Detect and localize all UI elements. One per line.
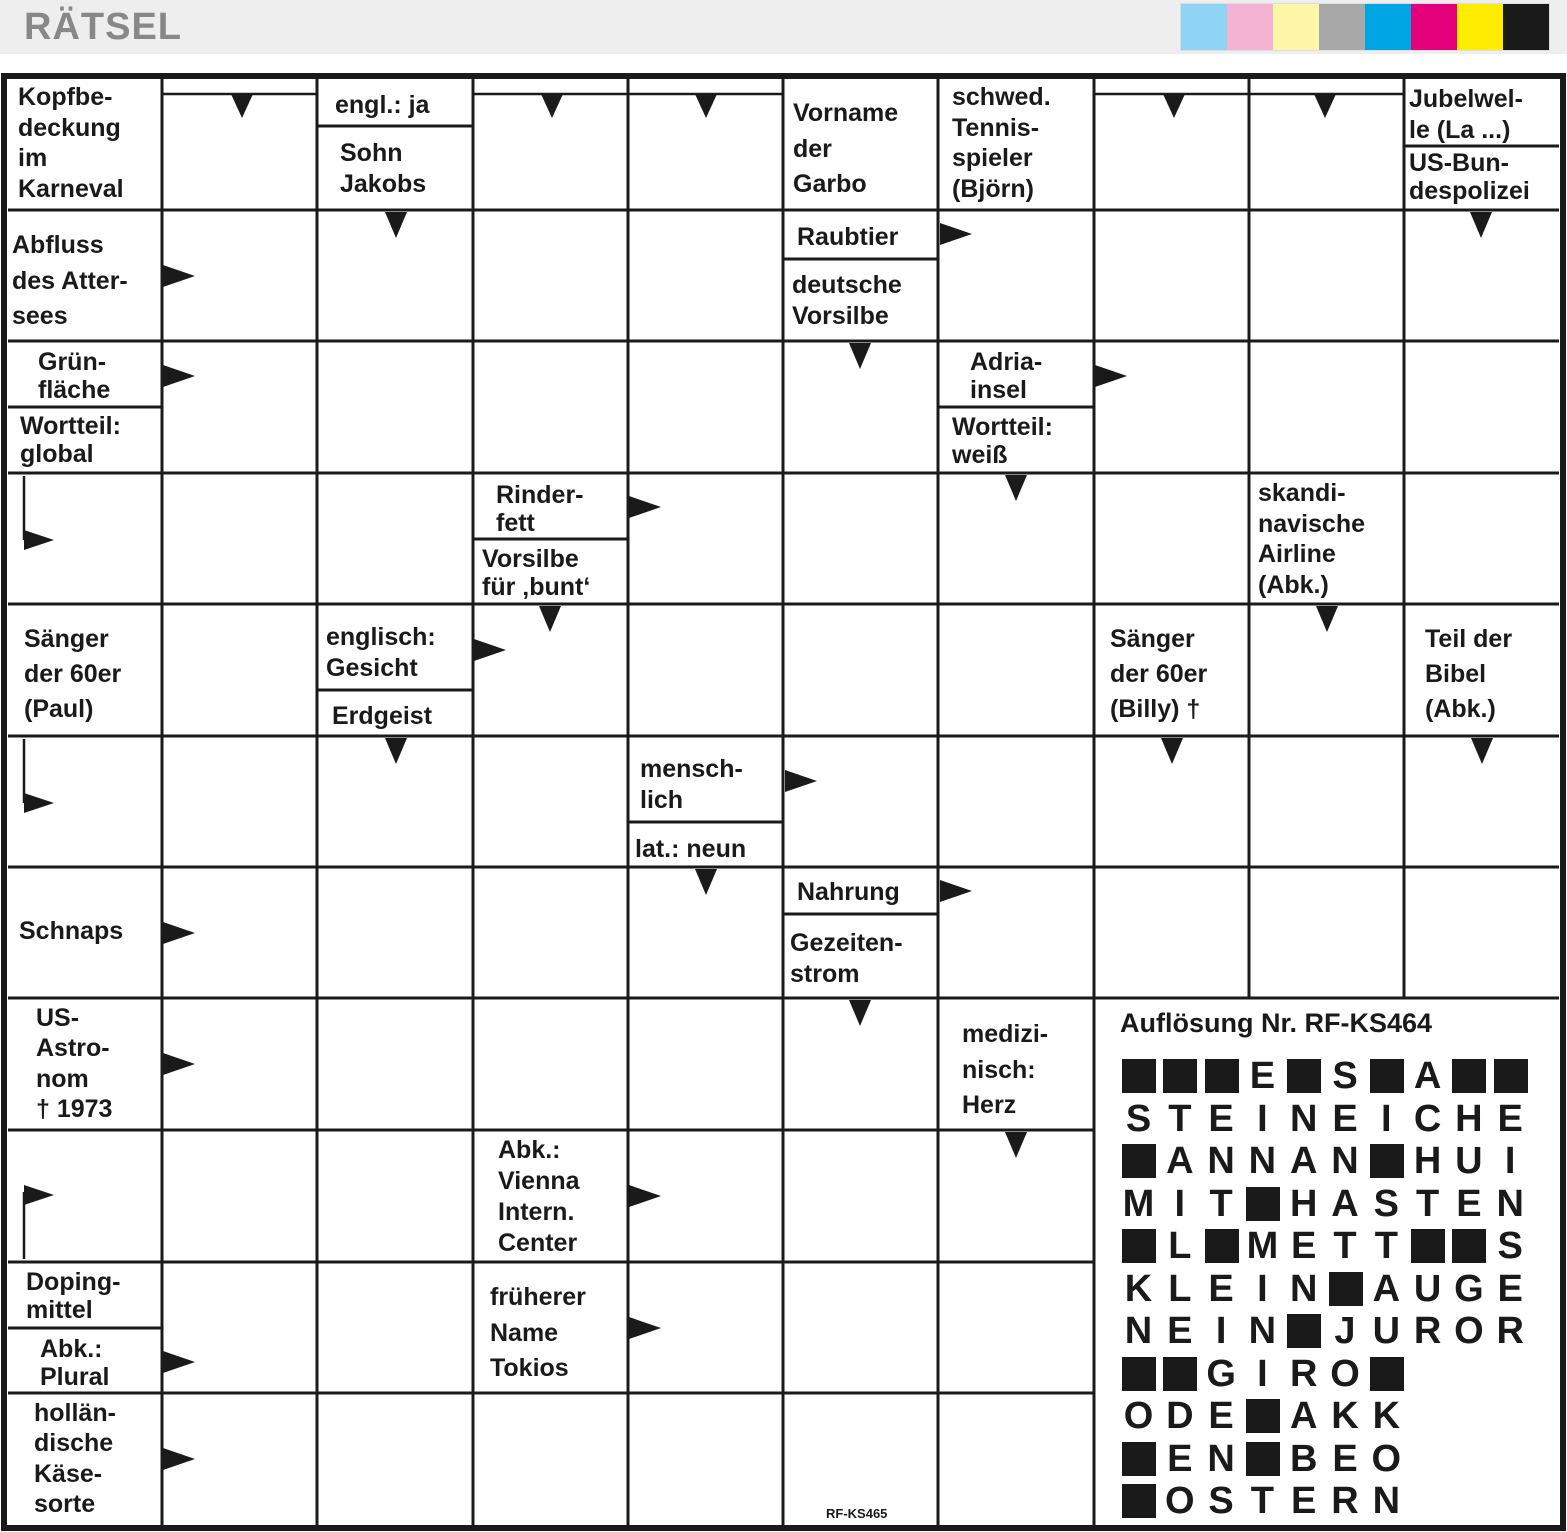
solution-letter: N — [1289, 1097, 1318, 1140]
clue-dopingmittel: Doping- mittel — [26, 1268, 121, 1324]
solution-letter: E — [1291, 1225, 1317, 1267]
clue-sohn-jakobs: Sohn Jakobs — [340, 139, 427, 198]
solution-black-square — [1287, 1059, 1321, 1093]
solution-black-square — [1452, 1229, 1486, 1263]
solution-black-square — [1370, 1357, 1404, 1391]
clue-schnaps: Schnaps — [19, 917, 124, 945]
solution-letter: O — [1165, 1480, 1195, 1522]
clue-deutsche-vorsilbe: deutsche Vorsilbe — [792, 271, 902, 330]
clue-wortteil-weiss: Wortteil: weiß — [952, 413, 1053, 469]
clue-abfluss-attersee: Abfluss des Atter- sees — [12, 231, 128, 330]
solution-letter: N — [1372, 1480, 1401, 1522]
solution-letter: B — [1289, 1437, 1318, 1480]
solution-letter: R — [1413, 1310, 1442, 1352]
solution-letter: E — [1291, 1480, 1317, 1522]
clue-us-bundespolizei: US-Bun- despolizei — [1409, 149, 1530, 205]
solution-letter: H — [1289, 1182, 1318, 1225]
solution-letter: G — [1454, 1267, 1484, 1310]
clue-menschlich: mensch- lich — [640, 755, 743, 814]
solution-letter: O — [1330, 1352, 1360, 1395]
solution-letter: I — [1257, 1267, 1268, 1310]
solution-black-square — [1370, 1059, 1404, 1093]
solution-letter: R — [1496, 1310, 1524, 1352]
solution-letter: H — [1413, 1140, 1442, 1182]
solution-letter: N — [1289, 1267, 1318, 1310]
clue-kopfbedeckung: Kopfbe- deckung im Karneval — [18, 83, 124, 203]
clue-rinderfett: Rinder- fett — [496, 481, 584, 537]
clue-lat-neun: lat.: neun — [635, 835, 747, 863]
solution-letter: L — [1168, 1267, 1192, 1310]
solution-letter: J — [1334, 1310, 1356, 1352]
solution-letter: D — [1166, 1395, 1194, 1437]
solution-black-square — [1246, 1399, 1280, 1433]
solution-title: Auflösung Nr. RF-KS464 — [1120, 1008, 1433, 1038]
clue-frueherer-name-tokios: früherer Name Tokios — [490, 1283, 586, 1382]
solution-letter: T — [1415, 1182, 1440, 1225]
solution-letter: E — [1167, 1437, 1193, 1480]
clue-gruenflaeche: Grün- fläche — [38, 348, 111, 404]
solution-letter: A — [1289, 1395, 1318, 1437]
solution-black-square — [1163, 1059, 1197, 1093]
clue-gezeitenstrom: Gezeiten- strom — [790, 929, 903, 988]
solution-black-square — [1205, 1059, 1239, 1093]
solution-letter: T — [1374, 1225, 1398, 1267]
solution-letter: I — [1257, 1352, 1268, 1395]
solution-letter: E — [1208, 1097, 1234, 1140]
solution-black-square — [1411, 1229, 1445, 1263]
solution-black-square — [1122, 1144, 1156, 1178]
solution-black-square — [1122, 1484, 1156, 1518]
solution-letter: O — [1123, 1395, 1154, 1437]
solution-letter: E — [1456, 1182, 1482, 1225]
puzzle-code: RF-KS465 — [826, 1506, 888, 1521]
solution-letter: E — [1497, 1097, 1523, 1140]
clue-saenger-billy: Sänger der 60er (Billy) † — [1110, 625, 1208, 723]
solution-letter: C — [1413, 1097, 1442, 1140]
solution-letter: O — [1371, 1437, 1402, 1480]
solution-letter: A — [1331, 1182, 1359, 1225]
page-title: RÄTSEL — [24, 6, 182, 48]
solution-letter: N — [1207, 1140, 1235, 1182]
clue-jubelwelle: Jubelwel- le (La ...) — [1409, 85, 1523, 144]
clue-nahrung: Nahrung — [797, 878, 900, 906]
solution-letter: N — [1248, 1310, 1277, 1352]
solution-letter: E — [1167, 1310, 1193, 1352]
solution-letter: S — [1497, 1225, 1523, 1267]
clue-wortteil-global: Wortteil: global — [20, 412, 121, 468]
solution-black-square — [1246, 1442, 1280, 1476]
solution-black-square — [1329, 1272, 1363, 1306]
solution-letter: S — [1332, 1055, 1358, 1097]
solution-letter: K — [1331, 1395, 1359, 1437]
solution-letter: T — [1209, 1182, 1233, 1225]
solution-letter: U — [1413, 1267, 1442, 1310]
solution-letter: E — [1208, 1395, 1234, 1437]
solution-letter: M — [1122, 1182, 1155, 1225]
solution-black-square — [1370, 1144, 1404, 1178]
solution-letter: E — [1332, 1437, 1358, 1480]
solution-letter: N — [1124, 1310, 1153, 1352]
solution-letter: E — [1332, 1097, 1358, 1140]
solution-letter: S — [1125, 1097, 1152, 1140]
solution-letter: A — [1289, 1140, 1318, 1182]
solution-letter: U — [1372, 1310, 1401, 1352]
solution-letter: I — [1174, 1182, 1186, 1225]
solution-letter: I — [1257, 1097, 1268, 1140]
solution-letter: M — [1246, 1225, 1279, 1267]
solution-letter: N — [1331, 1140, 1359, 1182]
clue-engl-ja: engl.: ja — [335, 91, 430, 119]
solution-black-square — [1494, 1059, 1528, 1093]
solution-letter: T — [1168, 1097, 1192, 1140]
clue-vienna-intern-center: Abk.: Vienna Intern. Center — [498, 1136, 580, 1257]
solution-black-square — [1122, 1059, 1156, 1093]
solution-letter: E — [1249, 1055, 1276, 1097]
clue-medizinisch-herz: medizi- nisch: Herz — [962, 1020, 1049, 1119]
clue-englisch-gesicht: englisch: Gesicht — [326, 623, 436, 682]
solution-letter: U — [1455, 1140, 1483, 1182]
solution-letter: T — [1333, 1225, 1357, 1267]
solution-letter: N — [1207, 1437, 1235, 1480]
solution-letter: O — [1454, 1310, 1484, 1352]
solution-letter: I — [1381, 1097, 1392, 1140]
solution-letter: R — [1331, 1480, 1359, 1522]
solution-letter: G — [1206, 1352, 1236, 1395]
clue-saenger-paul: Sänger der 60er (Paul) — [24, 625, 122, 723]
solution-letter: A — [1166, 1140, 1194, 1182]
clue-raubtier: Raubtier — [797, 223, 899, 251]
solution-black-square — [1122, 1357, 1156, 1391]
solution-black-square — [1163, 1357, 1197, 1391]
solution-black-square — [1122, 1442, 1156, 1476]
solution-black-square — [1246, 1187, 1280, 1221]
solution-black-square — [1452, 1059, 1486, 1093]
clue-teil-der-bibel: Teil der Bibel (Abk.) — [1425, 625, 1513, 723]
solution-black-square — [1122, 1229, 1156, 1263]
clue-adriainsel: Adria- insel — [970, 348, 1043, 404]
solution-black-square — [1287, 1314, 1321, 1348]
solution-letter: I — [1504, 1140, 1516, 1182]
solution-letter: S — [1208, 1480, 1234, 1522]
clue-hollaendische-kaesesorte: hollän- dische Käse- sorte — [34, 1399, 116, 1518]
solution-letter: K — [1124, 1267, 1153, 1310]
solution-letter: N — [1496, 1182, 1524, 1225]
solution-letter: K — [1372, 1395, 1401, 1437]
clue-schwed-tennisspieler: schwed. Tennis- spieler (Björn) — [952, 83, 1051, 203]
solution-black-square — [1205, 1229, 1239, 1263]
clue-erdgeist: Erdgeist — [332, 702, 433, 730]
solution-letter: R — [1289, 1352, 1318, 1395]
solution-letter: S — [1373, 1182, 1399, 1225]
clue-vorname-garbo: Vorname der Garbo — [793, 99, 899, 198]
solution-letter: L — [1168, 1225, 1192, 1267]
solution-letter: A — [1413, 1055, 1442, 1097]
solution-letter: I — [1215, 1310, 1227, 1352]
solution-letter: E — [1497, 1267, 1523, 1310]
solution-letter: H — [1455, 1097, 1483, 1140]
clue-us-astronom: US- Astro- nom † 1973 — [36, 1004, 113, 1123]
clue-skandinavische-airline: skandi- navische Airline (Abk.) — [1258, 479, 1366, 599]
clue-vorsilbe-bunt: Vorsilbe für ‚bunt‘ — [482, 545, 591, 601]
clue-abk-plural: Abk.: Plural — [40, 1335, 110, 1391]
solution-letter: N — [1248, 1140, 1277, 1182]
solution-letter: A — [1372, 1267, 1401, 1310]
solution-letter: E — [1208, 1267, 1234, 1310]
solution-letter: T — [1250, 1480, 1274, 1522]
